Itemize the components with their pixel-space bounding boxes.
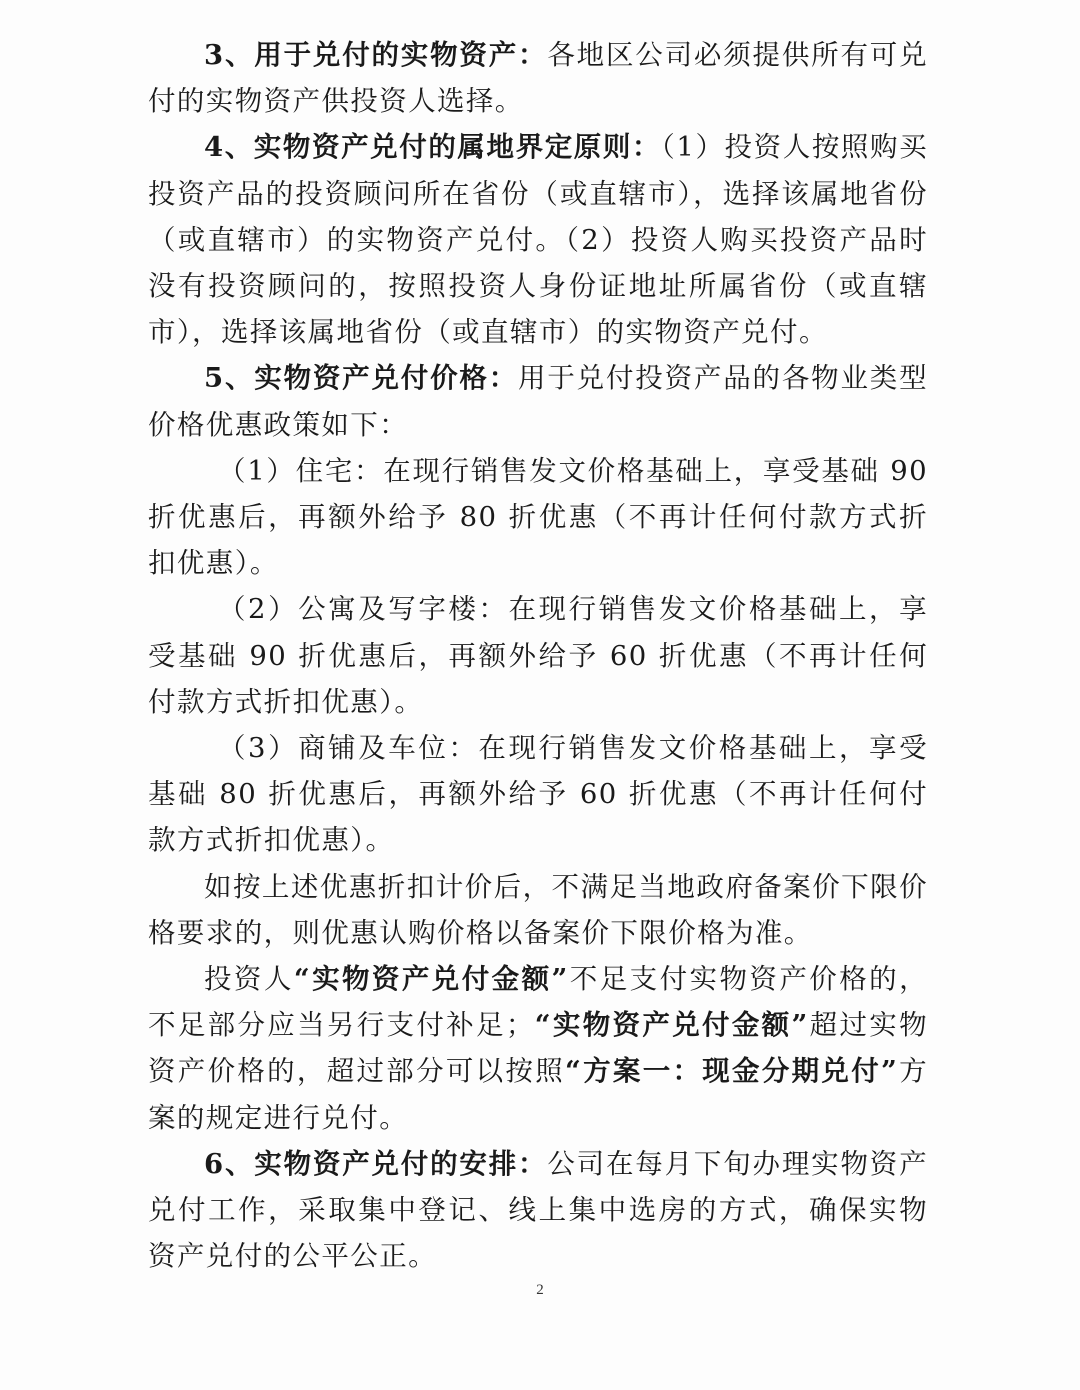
paragraph-text: （3）商铺及车位：在现行销售发文价格基础上，享受基础 80 折优惠后，再额外给予 60 折优惠（不再计任何付款方式折扣优惠）。 [148,732,928,857]
document-body [148,32,928,1279]
paragraph-shortfall [148,956,928,1141]
paragraph-item-6 [148,1141,928,1280]
paragraph-heading: 6、实物资产兑付的安排： [204,1147,548,1180]
paragraph-text: （2）公寓及写字楼：在现行销售发文价格基础上，享受基础 90 折优惠后，再额外给予 60 折优惠（不再计任何付款方式折扣优惠）。 [148,593,928,718]
paragraph-text: 投资人 [204,963,294,996]
emphasis-term: “实物资产兑付金额” [293,963,569,996]
paragraph-heading: 5、实物资产兑付价格： [204,362,519,395]
paragraph-text: （1）住宅：在现行销售发文价格基础上，享受基础 90 折优惠后，再额外给予 80 折优惠（不再计任何付款方式折扣优惠）。 [148,454,928,580]
paragraph-text: 方案的规定进行兑付。 [148,1055,928,1134]
paragraph-text: （1）投资人按照购买投资产品的投资顾问所在省份（或直辖市），选择该属地省份（或直辖市）的实物资产兑付。（2）投资人购买投资产品时没有投资顾问的，按照投资人身份证地址所属省份（或直辖市），选择该属地省份（或直辖市）的实物资产兑付。 [148,131,928,349]
paragraph-text: 超过实物资产价格的，超过部分可以按照 [148,1009,928,1088]
paragraph-item-4 [148,124,928,355]
paragraph-filing-price [148,864,928,956]
paragraph-item-5 [148,355,928,447]
paragraph-shop-parking [148,725,928,864]
emphasis-term: “实物资产兑付金额” [534,1009,809,1042]
paragraph-text: 各地区公司必须提供所有可兑付的实物资产供投资人选择。 [148,39,929,118]
paragraph-text: 用于兑付投资产品的各物业类型价格优惠政策如下： [148,362,928,441]
page-number: 2 [536,1282,544,1298]
paragraph-text: 公司在每月下旬办理实物资产兑付工作，采取集中登记、线上集中选房的方式，确保实物资产兑付的公平公正。 [148,1147,929,1273]
paragraph-heading: 3、用于兑付的实物资产： [204,39,548,71]
paragraph-residential [148,448,928,587]
paragraph-heading: 4、实物资产兑付的属地界定原则： [204,131,662,164]
paragraph-text: 如按上述优惠折扣计价后，不满足当地政府备案价下限价格要求的，则优惠认购价格以备案价下限价格为准。 [148,870,928,949]
emphasis-term: “方案一：现金分期兑付” [565,1055,899,1088]
paragraph-item-3 [148,32,928,124]
paragraph-text: 不足支付实物资产价格的，不足部分应当另行支付补足； [148,963,928,1042]
paragraph-apartment-office [148,586,928,725]
